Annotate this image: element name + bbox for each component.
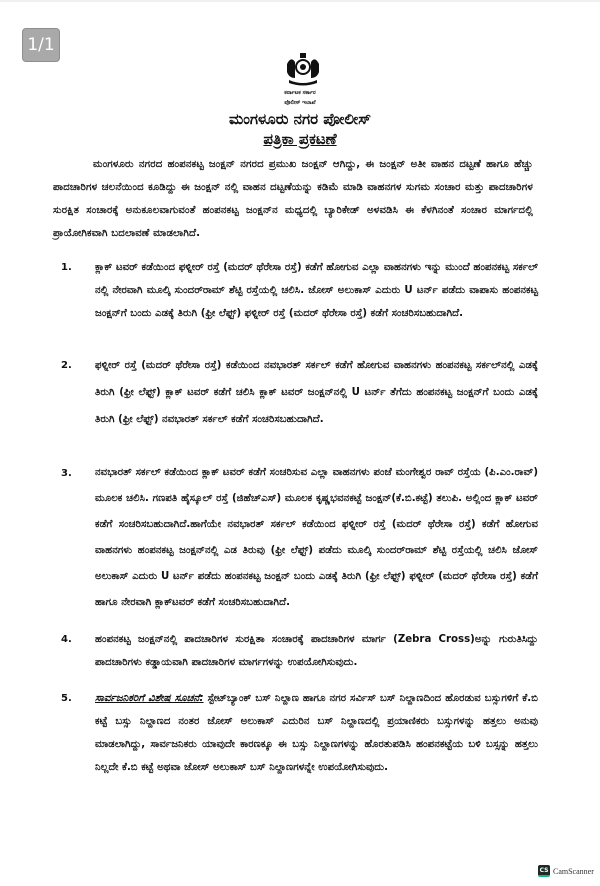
karnataka-emblem-icon	[283, 52, 323, 88]
page-indicator: 1/1	[22, 28, 60, 62]
item-text: ಕ್ಲಾಕ್ ಟವರ್ ಕಡೆಯಿಂದ ಫಳ್ನೀರ್ ರಸ್ತೆ (ಮದರ್ ಥೆರೇಸಾ ರಸ್ತೆ) ಕಡೆಗೆ ಹೋಗುವ ಎಲ್ಲಾ ವಾಹನಗಳು ಇನ್ನು ಮುಂದೆ ಹಂಪನಕಟ್ಟ ಸರ್ಕಲ್ ನಲ್ಲಿ ನೇರವಾಗಿ ಮೂಲ್ಕಿ ಸುಂದರ್‌ರಾಮ್ ಶೆಟ್ಟಿ ರಸ್ತೆಯಲ್ಲಿ ಚಲಿಸಿ. ಜೋಸ್ ಅಲುಕಾಸ್ ಎದುರು U ಟರ್ನ್ ಪಡೆದು ವಾಪಾಸು ಹಂಪನಕಟ್ಟ ಜಂಕ್ಷನ್‌ಗೆ ಬಂದು ಎಡಕ್ಕೆ ತಿರುಗಿ (ಫ್ರೀ ಲೆಫ್ಟ್) ಫಳ್ನೀರ್ ರಸ್ತೆ (ಮದರ್ ಥೆರೇಸಾ ರಸ್ತೆ) ಕಡೆಗೆ ಸಂಚರಿಸಬಹುದಾಗಿದೆ.	[95, 262, 538, 319]
item-number: 4.	[61, 634, 72, 645]
item-number: 1.	[61, 262, 72, 273]
camscanner-logo-icon: CS	[538, 865, 550, 877]
special-notice-label: ಸಾರ್ವಜನಿಕರಿಗೆ ವಿಶೇಷ ಸೂಚನೆ:	[95, 693, 204, 704]
camscanner-watermark	[538, 865, 594, 877]
press-release-heading: ಪತ್ರಿಕಾ ಪ್ರಕಟಣೆ	[263, 130, 337, 148]
seal-text-line1: ಕರ್ನಾಟಕ ಸರ್ಕಾರ	[284, 90, 316, 96]
document-subtitle	[0, 130, 600, 148]
top-border	[0, 0, 600, 2]
item-text: ಹಂಪನಕಟ್ಟ ಜಂಕ್ಷನ್‌ನಲ್ಲಿ ಪಾದಚಾರಿಗಳ ಸುರಕ್ಷಿತಾ ಸಂಚಾರಕ್ಕೆ ಪಾದಚಾರಿಗಳ ಮಾರ್ಗ (Zebra Cross)ಅನ್ನು ಗುರುತಿಸಿದ್ದು ಪಾದಚಾರಿಗಳು ಕಡ್ಡಾಯವಾಗಿ ಪಾದಚಾರಿಗಳ ಮಾರ್ಗಗಳನ್ನು ಉಪಯೋಗಿಸುವುದು.	[95, 634, 538, 668]
seal-text-line2: ಪೊಲೀಸ್ ಇಲಾಖೆ	[284, 100, 316, 106]
item-number: 3.	[61, 468, 72, 479]
item-text: ಫಳ್ನೀರ್ ರಸ್ತೆ (ಮದರ್ ಥೆರೇಸಾ ರಸ್ತೆ) ಕಡೆಯಿಂದ ನವಭಾರತ್ ಸರ್ಕಲ್ ಕಡೆಗೆ ಹೋಗುವ ವಾಹನಗಳು ಹಂಪನಕಟ್ಟ ಸರ್ಕಲ್‌ನಲ್ಲಿ ಎಡಕ್ಕೆ ತಿರುಗಿ (ಫ್ರೀ ಲೆಫ್ಟ್) ಕ್ಲಾಕ್ ಟವರ್ ಕಡೆಗೆ ಚಲಿಸಿ ಕ್ಲಾಕ್ ಟವರ್ ಜಂಕ್ಷನ್‌ನಲ್ಲಿ U ಟರ್ನ್ ತೆಗೆದು ಹಂಪನಕಟ್ಟ ಜಂಕ್ಷನ್‌ಗೆ ಬಂದು ಎಡಕ್ಕೆ ತಿರುಗಿ (ಫ್ರೀ ಲೆಫ್ಟ್) ನವಭಾರತ್ ಸರ್ಕಲ್ ಕಡೆಗೆ ಸಂಚರಿಸಬಹುದಾಗಿದೆ.	[95, 360, 538, 425]
document-title: ಮಂಗಳೂರು ನಗರ ಪೋಲೀಸ್	[228, 110, 372, 128]
intro-paragraph: ಮಂಗಳೂರು ನಗರದ ಹಂಪನಕಟ್ಟ ಜಂಕ್ಷನ್ ನಗರದ ಪ್ರಮುಖ ಜಂಕ್ಷನ್ ಆಗಿದ್ದು, ಈ ಜಂಕ್ಷನ್ ಅತೀ ವಾಹನ ದಟ್ಟಣೆ ಹಾಗೂ ಹೆಚ್ಚು ಪಾದಚಾರಿಗಳ ಚಲನೆಯಿಂದ ಕೂಡಿದ್ದು ಈ ಜಂಕ್ಷನ್ ನಲ್ಲಿ ವಾಹನ ದಟ್ಟಣೆಯನ್ನು ಕಡಿಮೆ ಮಾಡಿ ವಾಹನಗಳ ಸುಗಮ ಸಂಚಾರ ಮತ್ತು ಪಾದಚಾರಿಗಳ ಸುರಕ್ಷಿತ ಸಂಚಾರಕ್ಕೆ ಅನುಕೂಲವಾಗುವಂತೆ ಹಂಪನಕಟ್ಟ ಜಂಕ್ಷನ್‌ನ ಮಧ್ಯದಲ್ಲಿ ಬ್ಯಾರಿಕೇಡ್ ಅಳವಡಿಸಿ ಈ ಕೆಳಗಿನಂತೆ ಸಂಚಾರ ಮಾರ್ಗದಲ್ಲಿ ಪ್ರಾಯೋಗಿಕವಾಗಿ ಬದಲಾವಣೆ ಮಾಡಲಾಗಿದೆ.	[53, 159, 533, 239]
item-number: 2.	[61, 360, 72, 371]
item-number: 5.	[61, 693, 72, 704]
camscanner-text: CamScanner	[553, 866, 594, 876]
item-text: ನವಭಾರತ್ ಸರ್ಕಲ್ ಕಡೆಯಿಂದ ಕ್ಲಾಕ್ ಟವರ್ ಕಡೆಗೆ ಸಂಚರಿಸುವ ಎಲ್ಲಾ ವಾಹನಗಳು ಪಂಜೆ ಮಂಗೇಶ್ವರ ರಾವ್ ರಸ್ತೆಯ (ಪಿ.ಎಂ.ರಾವ್) ಮೂಲಕ ಚಲಿಸಿ. ಗಣಪತಿ ಹೈಸ್ಕೂಲ್ ರಸ್ತೆ (ಜಿಹೆಚ್‌ಎಸ್) ಮೂಲಕ ಕೃಷ್ಣಭವನಕಟ್ಟೆ ಜಂಕ್ಷನ್(ಕೆ.ಬಿ.ಕಟ್ಟೆ) ತಲುಪಿ. ಅಲ್ಲಿಂದ ಕ್ಲಾಕ್ ಟವರ್ ಕಡೆಗೆ ಸಂಚರಿಸಬಹುದಾಗಿದೆ.ಹಾಗೆಯೇ ನವಭಾರತ್ ಸರ್ಕಲ್ ಕಡೆಯಿಂದ ಫಳ್ನೀರ್ ರಸ್ತೆ (ಮದರ್ ಥೆರೇಸಾ ರಸ್ತೆ) ಕಡೆಗೆ ಹೋಗುವ ವಾಹನಗಳು ಹಂಪನಕಟ್ಟ ಜಂಕ್ಷನ್‌ನಲ್ಲಿ ಎಡ ತಿರುವು (ಫ್ರೀ ಲೆಫ್ಟ್) ಪಡೆದು ಮೂಲ್ಕಿ ಸುಂದರ್‌ರಾಮ್ ಶೆಟ್ಟಿ ರಸ್ತೆಯಲ್ಲಿ ಚಲಿಸಿ ಜೋಸ್ ಅಲುಕಾಸ್ ಎದುರು U ಟರ್ನ್ ಪಡೆದು ಹಂಪನಕಟ್ಟ ಜಂಕ್ಷನ್ ಬಂದು ಎಡಕ್ಕೆ ತಿರುಗಿ (ಫ್ರೀ ಲೆಫ್ಟ್) ಫಳ್ನೀರ್ (ಮದರ್ ಥೆರೇಸಾ ರಸ್ತೆ) ಕಡೆಗೆ ಹಾಗೂ ನೇರವಾಗಿ ಕ್ಲಾಕ್‌ಟವರ್ ಕಡೆಗೆ ಸಂಚರಿಸಬಹುದಾಗಿದೆ.	[95, 467, 538, 608]
item-text-wrapper	[95, 687, 538, 779]
item-text: ಸ್ಟೇಟ್‌ಬ್ಯಾಂಕ್ ಬಸ್ ನಿಲ್ದಾಣ ಹಾಗೂ ನಗರ ಸರ್ವಿಸ್ ಬಸ್ ನಿಲ್ದಾಣದಿಂದ ಹೊರಡುವ ಬಸ್ಸುಗಳಿಗೆ ಕೆ.ಬಿ ಕಟ್ಟೆ ಬಸ್ಸು ನಿಲ್ದಾಣದ ನಂತರ ಜೋಸ್ ಅಲುಕಾಸ್ ಎದುರಿನ ಬಸ್ ನಿಲ್ದಾಣದಲ್ಲಿ ಪ್ರಯಾಣಿಕರು ಬಸ್ಸುಗಳನ್ನು ಹತ್ತಲು ಅನುವು ಮಾಡಲಾಗಿದ್ದು, ಸಾರ್ವಜನಿಕರು ಯಾವುದೇ ಕಾರಣಕ್ಕೂ ಈ ಬಸ್ಸು ನಿಲ್ದಾಣಗಳನ್ನು ಹೊರತುಪಡಿಸಿ ಹಂಪನಕಟ್ಟೆಯ ಬಳಿ ಬಸ್ಸನ್ನು ಹತ್ತಲು ನಿಲ್ಲದೇ ಕೆ.ಬಿ ಕಟ್ಟೆ ಅಥವಾ ಜೋಸ್ ಅಲುಕಾಸ್ ಬಸ್ ನಿಲ್ದಾಣಗಳನ್ನೇ ಉಪಯೋಗಿಸುವುದು.	[95, 693, 538, 773]
